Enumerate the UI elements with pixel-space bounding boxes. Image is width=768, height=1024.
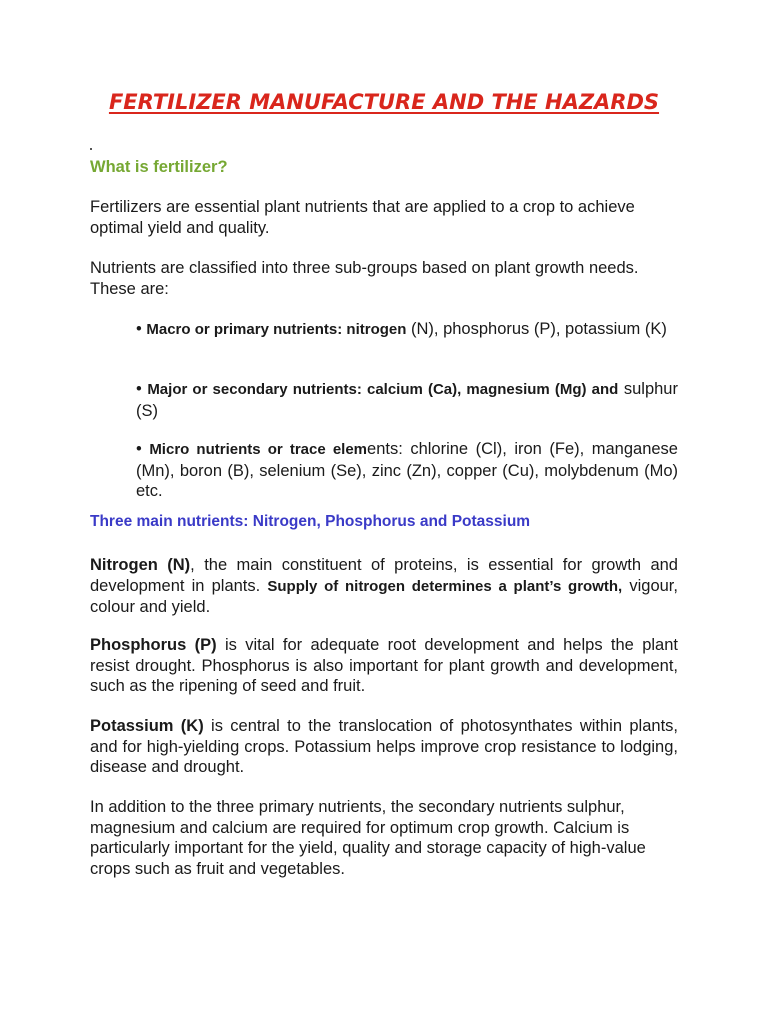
bullet-text: sulphur (S)	[136, 380, 678, 420]
bullet-text: ents: chlorine (Cl), iron (Fe), manganese (Mn), boron (B), selenium (Se), zinc (Zn), copper (Cu), molybdenum (Mo) etc.	[136, 440, 678, 500]
page-title: FERTILIZER MANUFACTURE AND THE HAZARDS	[108, 90, 660, 114]
bullet-bold-text: Major or secondary nutrients: calcium (Ca), magnesium (Mg) and	[147, 381, 619, 398]
closing-paragraph: In addition to the three primary nutrients, the secondary nutrients sulphur, magnesium and calcium are required for optimum crop growth. Calcium is particularly important for the yield, quality and storage capacity of high-value crops such as fruit and vegetables.	[90, 798, 646, 878]
intro-paragraph-2: Nutrients are classified into three sub-groups based on plant growth needs. These are:	[90, 259, 639, 298]
nitrogen-bold-text: Supply of nitrogen determines a plant’s growth,	[267, 577, 623, 595]
nitrogen-paragraph	[90, 555, 678, 618]
nitrogen-text-end: vigour, colour and yield.	[90, 576, 678, 616]
section-subheading: What is fertilizer?	[90, 158, 228, 176]
bullet-bold-text: Micro nutrients or trace elem	[149, 441, 368, 458]
bullet-item-micro	[136, 439, 678, 502]
phosphorus-paragraph	[90, 635, 678, 697]
intro-paragraph-1: Fertilizers are essential plant nutrients that are applied to a crop to achieve optimal yield and quality.	[90, 198, 635, 237]
bullet-marker: •	[136, 320, 147, 338]
bullet-item-macro	[136, 319, 678, 341]
stray-mark	[90, 148, 92, 150]
bullet-bold-text: Macro or primary nutrients: nitrogen	[146, 321, 407, 338]
potassium-label: Potassium (K)	[90, 717, 204, 735]
bullet-text: (N), phosphorus (P), potassium (K)	[406, 320, 667, 338]
nitrogen-label: Nitrogen (N)	[90, 556, 191, 574]
potassium-text: is central to the translocation of photosynthates within plants, and for high-yielding crops. Potassium helps improve crop resistance to lodging, disease and drought.	[90, 717, 678, 776]
bullet-marker: •	[136, 440, 150, 458]
phosphorus-label: Phosphorus (P)	[90, 636, 217, 654]
bullet-marker: •	[136, 380, 148, 398]
phosphorus-text: is vital for adequate root development and helps the plant resist drought. Phosphorus is also important for plant growth and development, such as the ripening of seed and fruit.	[90, 636, 678, 695]
nitrogen-text: , the main constituent of proteins, is essential for growth and development in plants.	[90, 556, 678, 595]
bullet-item-secondary	[136, 379, 678, 421]
potassium-paragraph	[90, 716, 678, 778]
main-nutrients-heading: Three main nutrients: Nitrogen, Phosphorus and Potassium	[90, 513, 531, 530]
